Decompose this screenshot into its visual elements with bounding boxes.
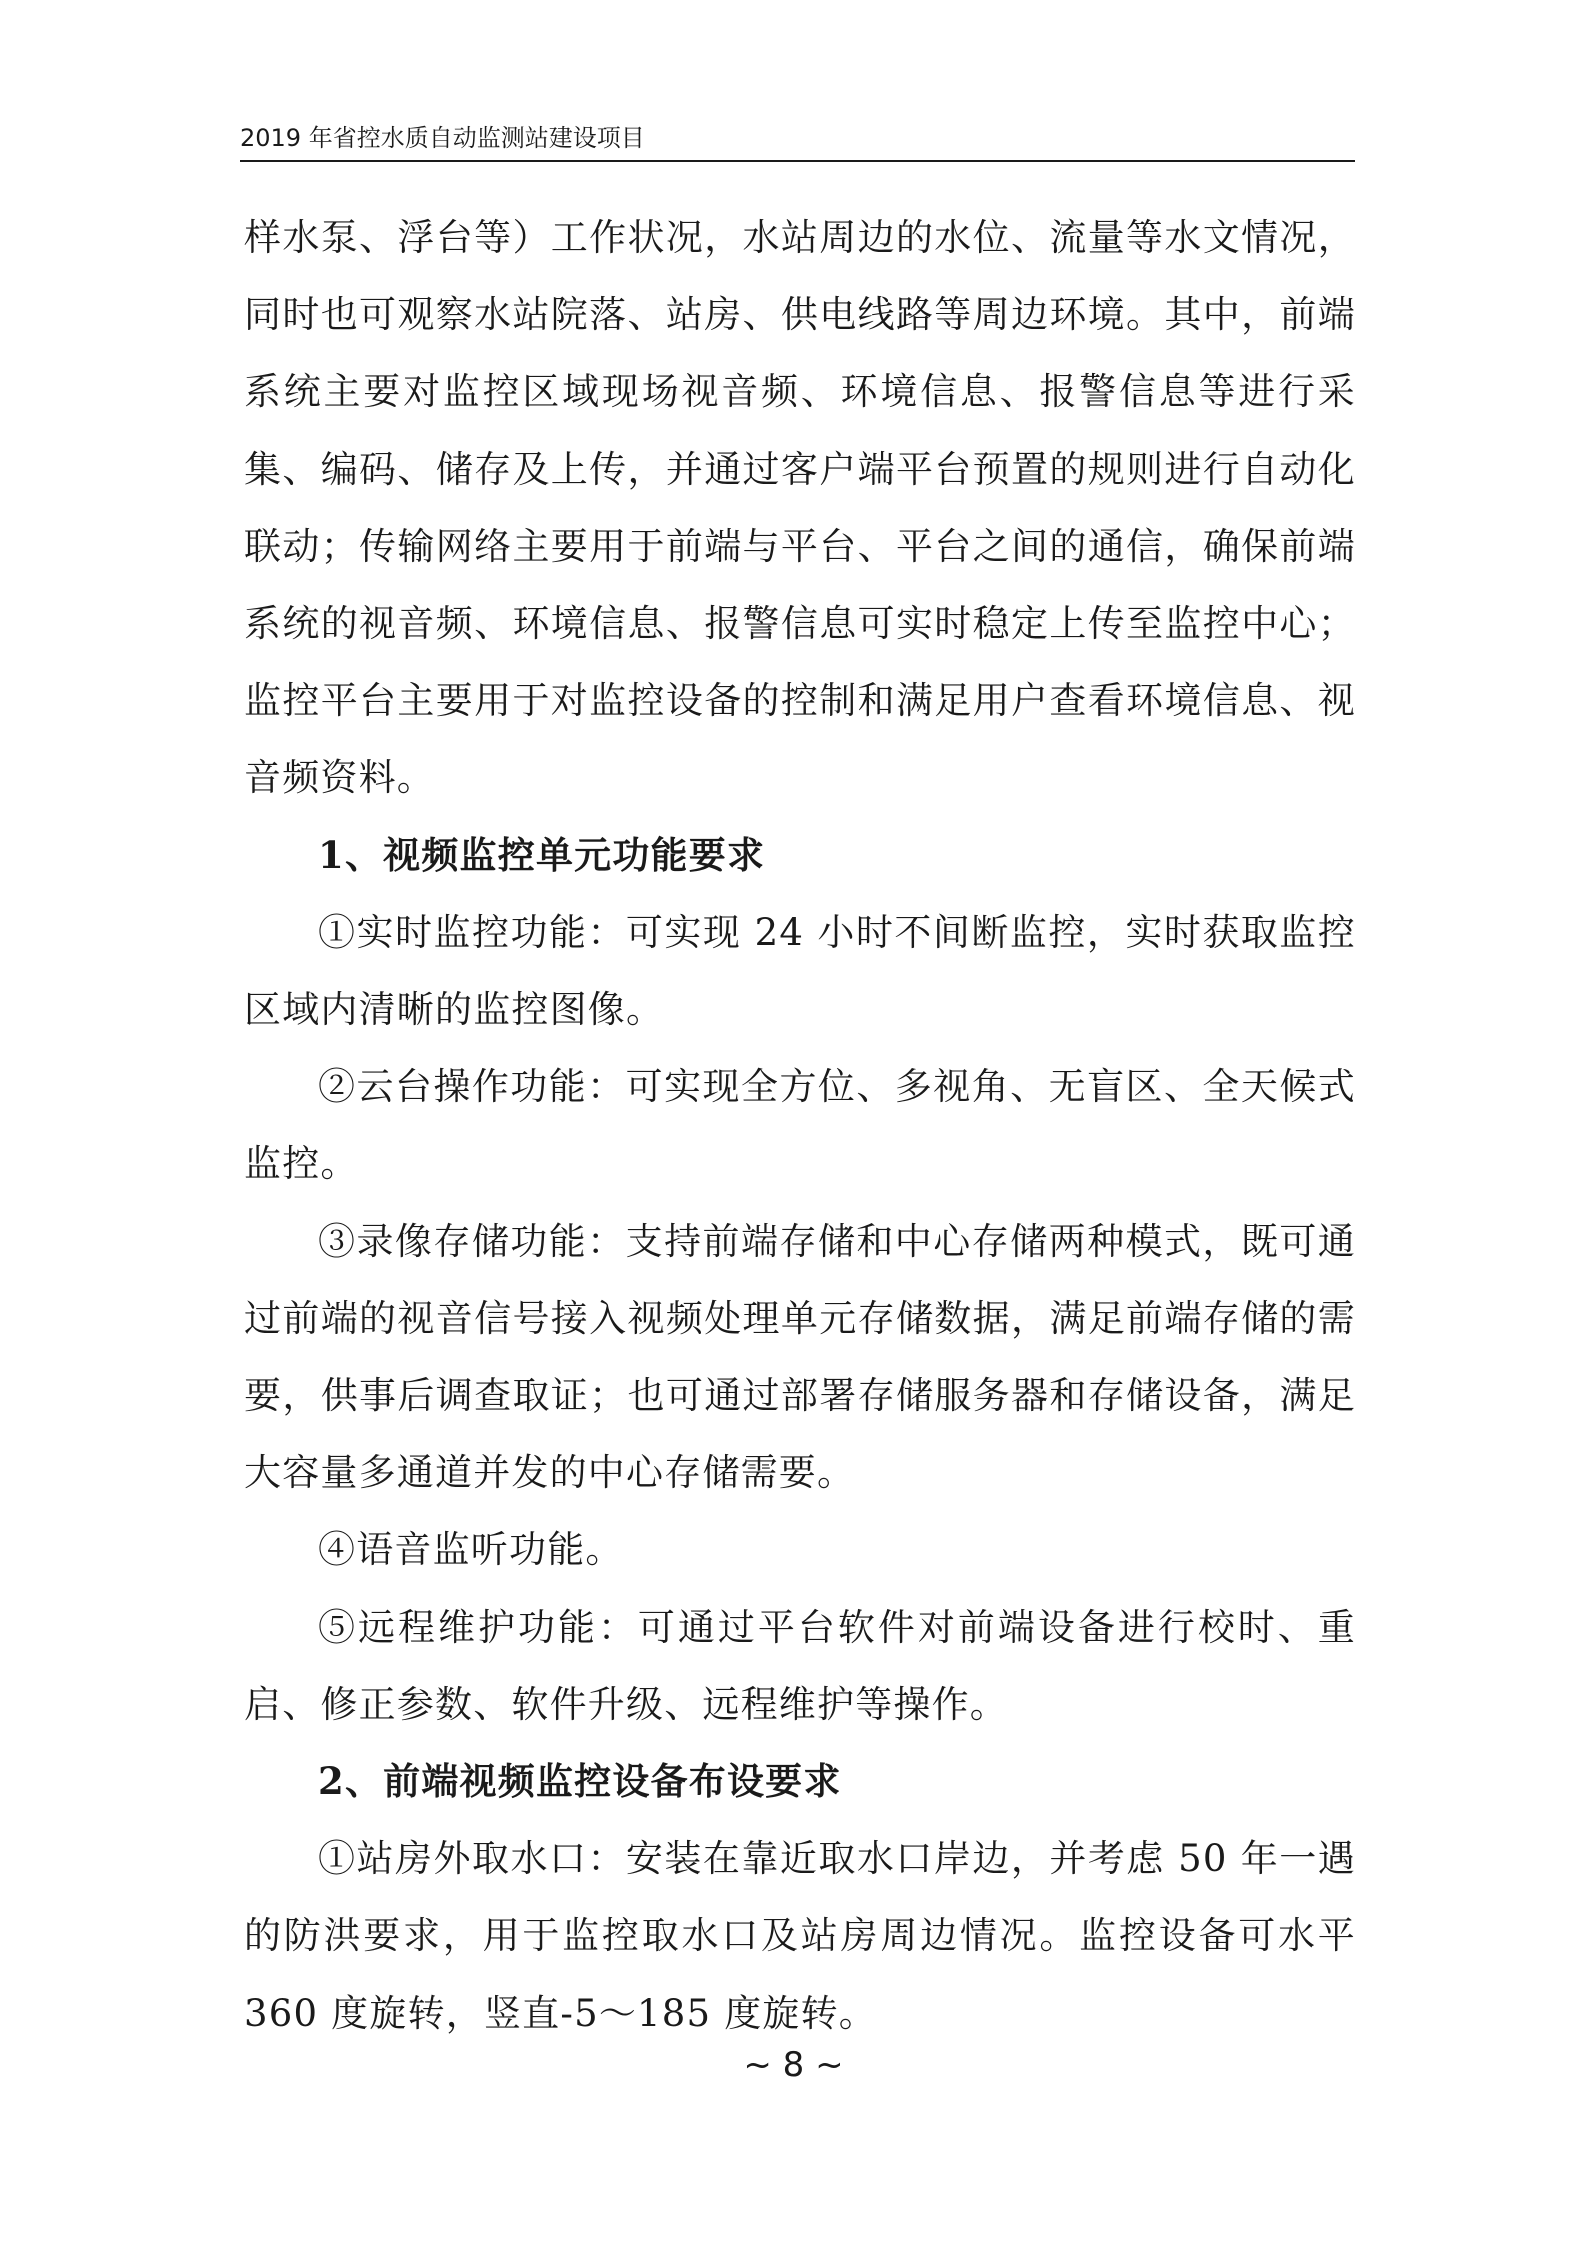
section-heading-video-unit: 1、视频监控单元功能要求	[318, 832, 766, 877]
paragraph-video-storage: ③录像存储功能：支持前端存储和中心存储两种模式，既可通过前端的视音信号接入视频处理单元存储数据，满足前端存储的需要，供事后调查取证；也可通过部署存储服务器和存储设备，满足大容量多通道并发的中心存储需要。	[244, 1219, 1356, 1495]
section-heading-front-end-layout: 2、前端视频监控设备布设要求	[318, 1759, 842, 1804]
page-number: ~ 8 ~	[743, 2045, 844, 2085]
paragraph-realtime-monitoring: ①实时监控功能：可实现 24 小时不间断监控，实时获取监控区域内清晰的监控图像。	[244, 910, 1356, 1032]
paragraph-water-intake: ①站房外取水口：安装在靠近取水口岸边，并考虑 50 年一遇的防洪要求，用于监控取水口及站房周边情况。监控设备可水平 360 度旋转，竖直-5～185 度旋转。	[244, 1837, 1356, 2035]
paragraph-continuation: 样水泵、浮台等）工作状况，水站周边的水位、流量等水文情况，同时也可观察水站院落、站房、供电线路等周边环境。其中，前端系统主要对监控区域现场视音频、环境信息、报警信息等进行采集、编码、储存及上传，并通过客户端平台预置的规则进行自动化联动；传输网络主要用于前端与平台、平台之间的通信，确保前端系统的视音频、环境信息、报警信息可实时稳定上传至监控中心；监控平台主要用于对监控设备的控制和满足用户查看环境信息、视音频资料。	[244, 216, 1356, 800]
document-body	[244, 199, 1356, 2052]
paragraph-remote-maintenance: ⑤远程维护功能：可通过平台软件对前端设备进行校时、重启、修正参数、软件升级、远程维护等操作。	[244, 1605, 1356, 1726]
paragraph-ptz-operation: ②云台操作功能：可实现全方位、多视角、无盲区、全天候式监控。	[244, 1065, 1356, 1186]
header-divider	[240, 160, 1355, 162]
running-header: 2019 年省控水质自动监测站建设项目	[240, 124, 645, 152]
paragraph-audio-monitoring: ④语音监听功能。	[318, 1528, 624, 1572]
